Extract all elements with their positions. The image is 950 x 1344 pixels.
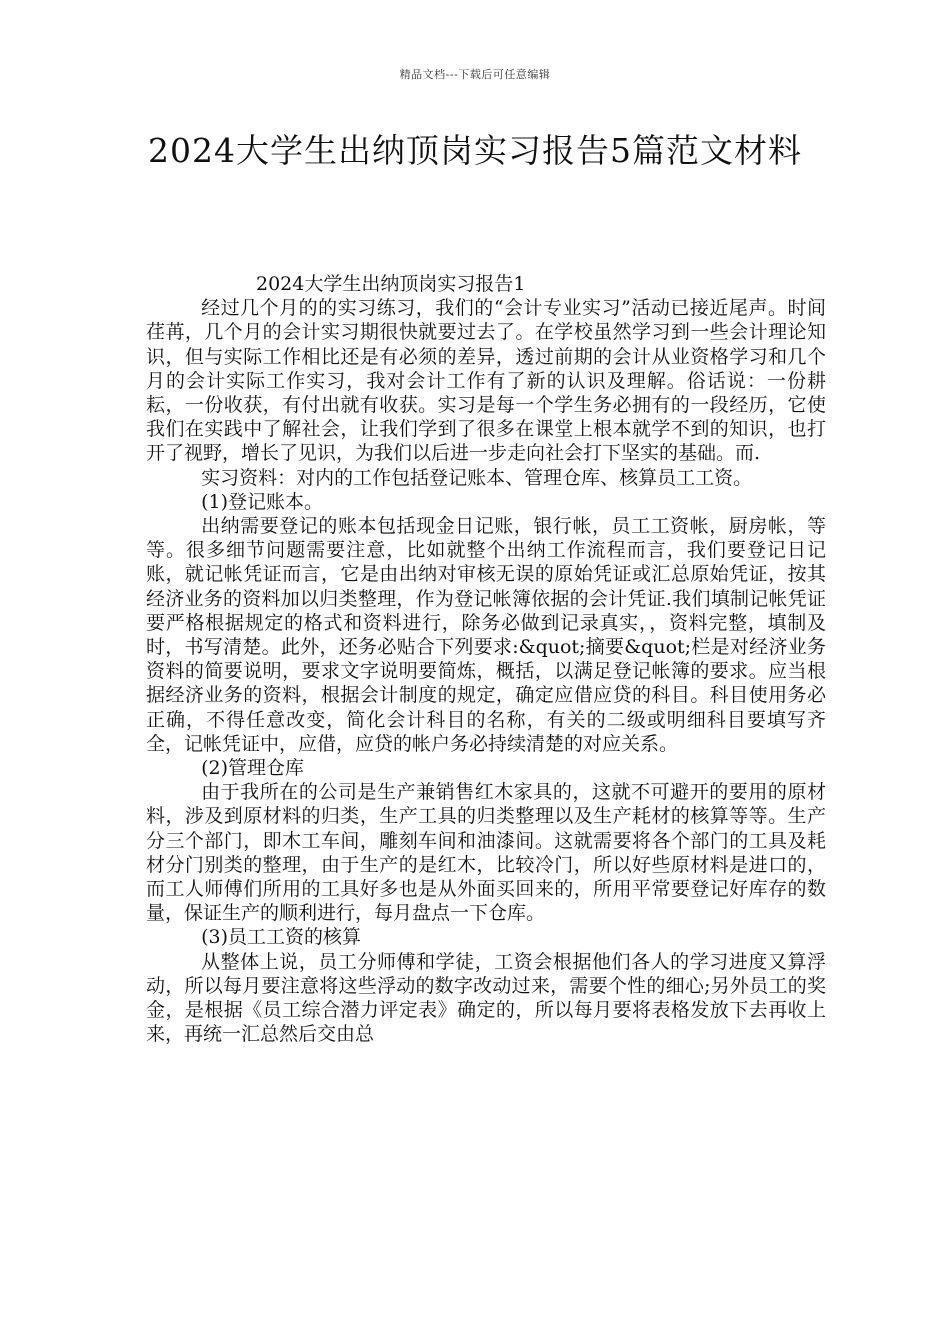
section-heading: (1)登记账本。 xyxy=(201,490,324,513)
body-paragraph: 经过几个月的的实习练习，我们的“会计专业实习”活动已接近尾声。时间荏苒，几个月的会计实习期很快就要过去了。在学校虽然学习到一些会计理论知识，但与实际工作相比还是有必须的差异，透过前期的会计从业资格学习和几个月的会计实际工作实习，我对会计工作有了新的认识及理解。俗话说：一份耕耘，一份收获，有付出就有收获。实习是每一个学生务必拥有的一段经历，它使我们在实践中了解社会，让我们学到了很多在课堂上根本就学不到的知识，也打开了视野，增长了见识，为我们以后进一步走向社会打下坚实的基础。而. xyxy=(146,297,826,465)
body-paragraph: 从整体上说，员工分师傅和学徒，工资会根据他们各人的学习进度又算浮动，所以每月要注意将这些浮动的数字改动过来，需要个性的细心;另外员工的奖金，是根据《员工综合潜力评定表》确定的，所以每月要将表格发放下去再收上来，再统一汇总然后交由总 xyxy=(146,950,826,1046)
document-body xyxy=(146,272,826,1047)
header-note: 精品文档---下载后可任意编辑 xyxy=(399,68,551,81)
section-heading: (2)管理仓库 xyxy=(201,757,305,780)
body-paragraph: 出纳需要登记的账本包括现金日记账，银行帐，员工工资帐，厨房帐，等等。很多细节问题需要注意，比如就整个出纳工作流程而言，我们要登记日记账，就记帐凭证而言，它是由出纳对审核无误的原始凭证或汇总原始凭证，按其经济业务的资料加以归类整理，作为登记帐簿依据的会计凭证.我们填制记帐凭证要严格根据规定的格式和资料进行，除务必做到记录真实，，资料完整，填制及时，书写清楚。此外，还务必贴合下列要求:&quot;摘要&quot;栏是对经济业务资料的简要说明，要求文字说明要简炼，概括，以满足登记帐簿的要求。应当根据经济业务的资料，根据会计制度的规定，确定应借应贷的科目。科目使用务必正确，不得任意改变，简化会计科目的名称，有关的二级或明细科目要填写齐全，记帐凭证中，应借，应贷的帐户务必持续清楚的对应关系。 xyxy=(146,515,826,755)
document-title: 2024大学生出纳顶岗实习报告5篇范文材料 xyxy=(148,131,802,170)
section-heading: (3)员工工资的核算 xyxy=(201,926,362,949)
body-paragraph: 实习资料：对内的工作包括登记账本、管理仓库、核算员工工资。 xyxy=(201,466,753,489)
body-paragraph: 由于我所在的公司是生产兼销售红木家具的，这就不可避开的要用的原材料，涉及到原材料的归类，生产工具的归类整理以及生产耗材的核算等等。生产分三个部门，即木工车间，雕刻车间和油漆间。这就需要将各个部门的工具及耗材分门别类的整理，由于生产的是红木，比较冷门，所以好些原材料是进口的，而工人师傅们所用的工具好多也是从外面买回来的，所用平常要登记好库存的数量，保证生产的顺利进行，每月盘点一下仓库。 xyxy=(146,781,826,925)
section-subtitle: 2024大学生出纳顶岗实习报告1 xyxy=(256,273,526,295)
